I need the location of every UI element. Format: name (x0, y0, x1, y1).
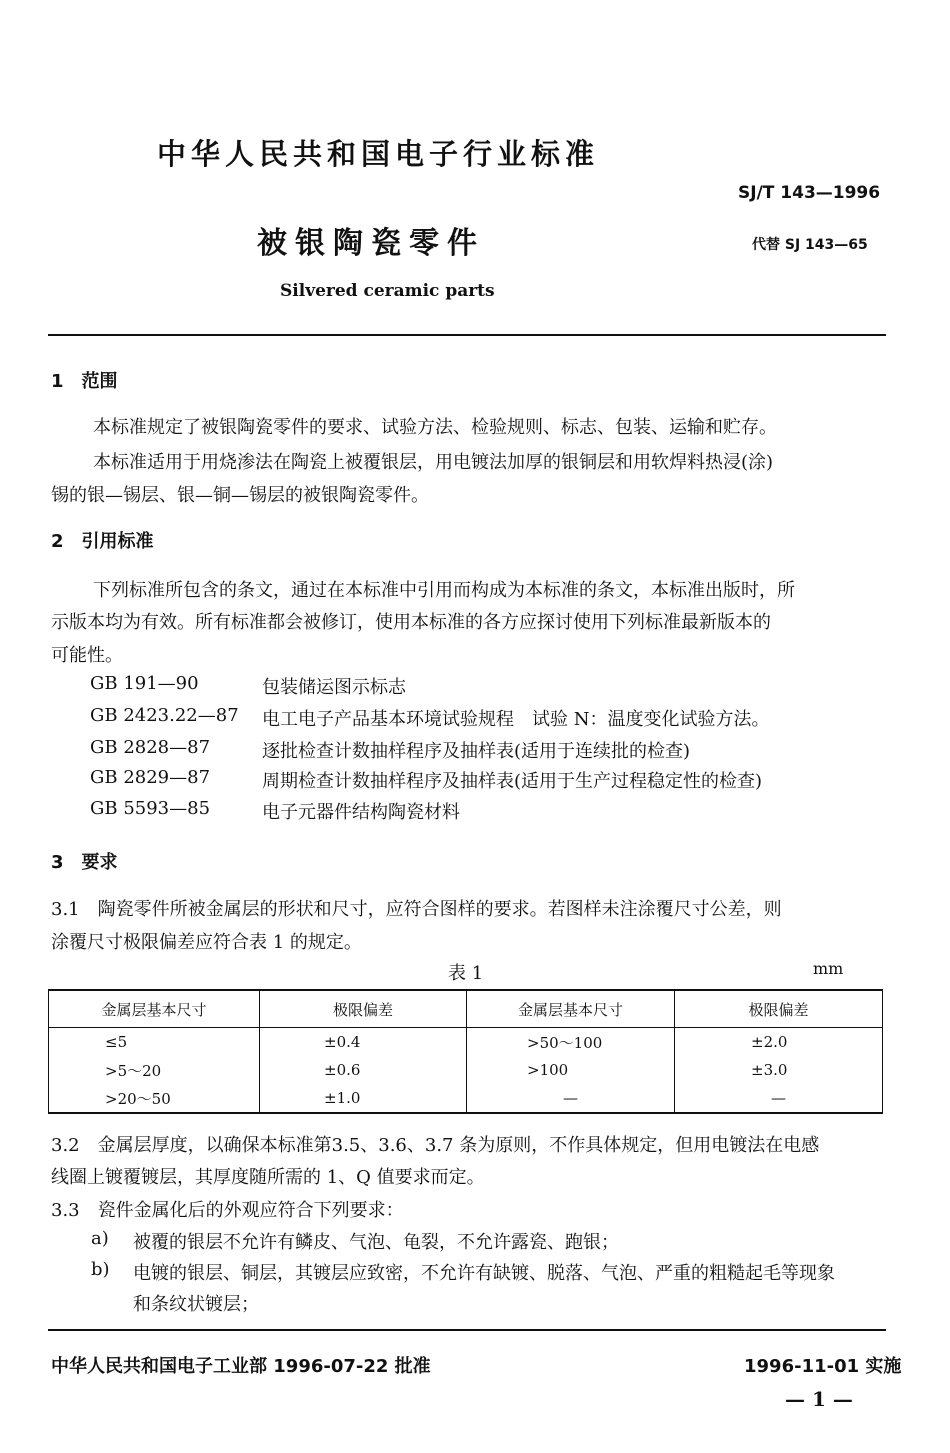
section-1-paragraph-2-line-1: 本标准适用于用烧渗法在陶瓷上被覆银层，用电镀法加厚的银铜层和用软焊料热浸(涂) (93, 452, 774, 473)
item-b-label: b) (91, 1259, 110, 1280)
table-header-cell: 金属层基本尺寸 (49, 990, 260, 1028)
table-cell: ±2.0 (675, 1028, 883, 1057)
section-1-paragraph-2-line-2: 锡的银—锡层、银—铜—锡层的被银陶瓷零件。 (51, 485, 429, 506)
footer-divider (48, 1329, 886, 1331)
table-header-cell: 极限偏差 (675, 990, 883, 1028)
item-b-text-line-1: 电镀的银层、铜层，其镀层应致密，不允许有缺镀、脱落、气泡、严重的粗糙起毛等现象 (133, 1263, 835, 1284)
reference-title: 周期检查计数抽样程序及抽样表(适用于生产过程稳定性的检查) (262, 771, 763, 792)
clause-3-3: 3.3 瓷件金属化后的外观应符合下列要求： (51, 1200, 404, 1221)
table-header-cell: 金属层基本尺寸 (467, 990, 675, 1028)
item-a-text: 被覆的银层不允许有鳞皮、气泡、龟裂，不允许露瓷、跑银； (133, 1232, 619, 1253)
section-1-heading: 1 范围 (51, 371, 118, 392)
section-3-heading: 3 要求 (51, 852, 118, 873)
reference-title: 电工电子产品基本环境试验规程 试验 N：温度变化试验方法。 (262, 709, 770, 730)
implementation-date: 1996-11-01 实施 (744, 1356, 902, 1377)
clause-3-1-line-2: 涂覆尺寸极限偏差应符合表 1 的规定。 (51, 932, 362, 953)
tolerance-table (48, 989, 883, 1114)
reference-code: GB 2829—87 (90, 767, 211, 788)
table-cell: ±0.6 (260, 1056, 467, 1084)
table-row (49, 1028, 883, 1057)
table-cell: — (467, 1084, 675, 1113)
table-header-cell: 极限偏差 (260, 990, 467, 1028)
reference-title: 电子元器件结构陶瓷材料 (262, 802, 460, 823)
table-cell: >5～20 (49, 1056, 260, 1084)
reference-code: GB 2828—87 (90, 737, 211, 758)
english-title: Silvered ceramic parts (280, 281, 495, 301)
table-cell: >50～100 (467, 1028, 675, 1057)
replaces-standard: 代替 SJ 143—65 (752, 237, 868, 253)
table-cell: ±3.0 (675, 1056, 883, 1084)
clause-3-2-line-2: 线圈上镀覆镀层，其厚度随所需的 1、Q 值要求而定。 (51, 1167, 485, 1188)
table-header-row (49, 990, 883, 1028)
standard-number: SJ/T 143—1996 (738, 183, 881, 203)
reference-code: GB 191—90 (90, 673, 199, 694)
reference-code: GB 2423.22—87 (90, 705, 239, 726)
table-row (49, 1084, 883, 1113)
org-title: 中华人民共和国电子行业标准 (157, 137, 600, 171)
approval-line: 中华人民共和国电子工业部 1996-07-22 批准 (51, 1356, 431, 1377)
reference-code: GB 5593—85 (90, 798, 211, 819)
clause-3-1-line-1: 3.1 陶瓷零件所被金属层的形状和尺寸，应符合图样的要求。若图样未注涂覆尺寸公差，则 (51, 899, 782, 920)
section-2-paragraph-line-1: 下列标准所包含的条文，通过在本标准中引用而构成为本标准的条文，本标准出版时，所 (93, 580, 795, 601)
table-cell: ±0.4 (260, 1028, 467, 1057)
reference-title: 逐批检查计数抽样程序及抽样表(适用于连续批的检查) (262, 741, 691, 762)
clause-3-2-line-1: 3.2 金属层厚度，以确保本标准第3.5、3.6、3.7 条为原则，不作具体规定，但用电镀法在电感 (51, 1135, 820, 1156)
table-cell: ≤5 (49, 1028, 260, 1057)
table-cell: >100 (467, 1056, 675, 1084)
section-1-paragraph-1: 本标准规定了被银陶瓷零件的要求、试验方法、检验规则、标志、包装、运输和贮存。 (93, 417, 777, 438)
section-2-heading: 2 引用标准 (51, 531, 154, 552)
section-2-paragraph-line-3: 可能性。 (51, 645, 123, 666)
header-divider (48, 334, 886, 336)
table-row (49, 1056, 883, 1084)
section-2-paragraph-line-2: 示版本均为有效。所有标准都会被修订，使用本标准的各方应探讨使用下列标准最新版本的 (51, 612, 771, 633)
table-unit: mm (813, 959, 844, 978)
item-a-label: a) (91, 1228, 109, 1249)
page-number: — 1 — (785, 1387, 853, 1411)
reference-title: 包装储运图示标志 (262, 677, 406, 698)
document-title: 被银陶瓷零件 (257, 226, 485, 261)
table-caption: 表 1 (448, 963, 484, 984)
table-cell: ±1.0 (260, 1084, 467, 1113)
item-b-text-line-2: 和条纹状镀层； (133, 1294, 259, 1315)
table-cell: — (675, 1084, 883, 1113)
table-cell: >20～50 (49, 1084, 260, 1113)
